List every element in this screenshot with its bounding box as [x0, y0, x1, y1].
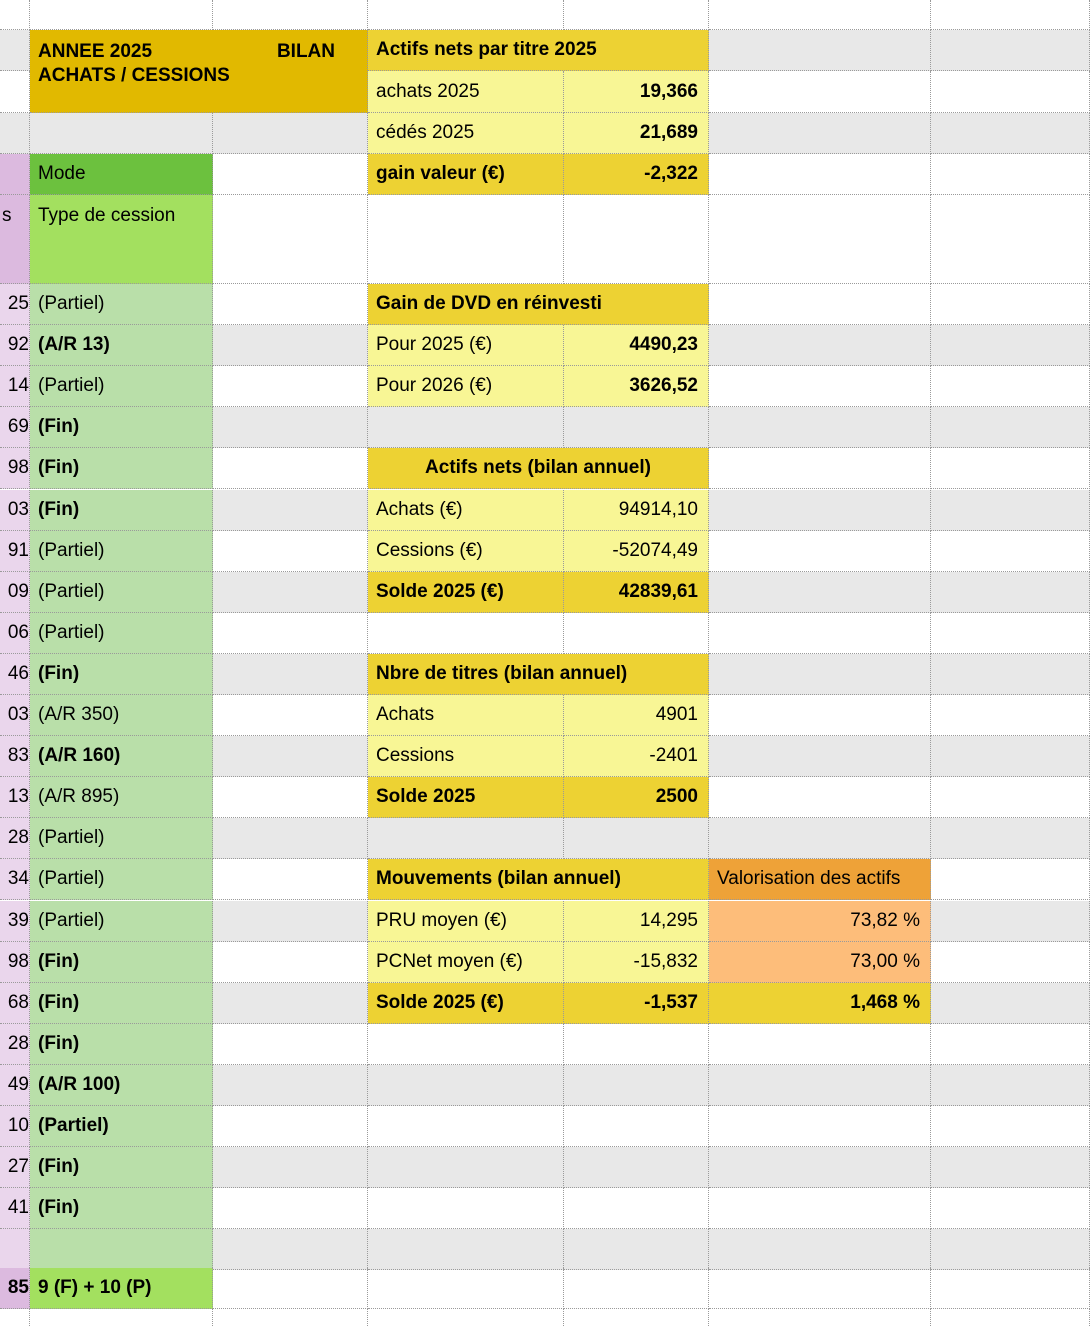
- table-row: [0, 407, 1090, 448]
- cell[interactable]: [931, 695, 1090, 736]
- row-col-a[interactable]: 25: [0, 284, 30, 325]
- achats-titre-value[interactable]: 19,366: [564, 71, 709, 113]
- actifs-cessions-value[interactable]: -52074,49: [564, 531, 709, 572]
- cell[interactable]: [931, 407, 1090, 448]
- row-col-a[interactable]: 27: [0, 1147, 30, 1188]
- gain-valeur-label[interactable]: gain valeur (€): [368, 154, 564, 195]
- year-title-block[interactable]: [30, 30, 368, 113]
- total-mode[interactable]: 9 (F) + 10 (P): [30, 1268, 213, 1309]
- cell[interactable]: [931, 901, 1090, 942]
- table-row: [0, 613, 1090, 654]
- cell[interactable]: [213, 113, 368, 154]
- cell[interactable]: [213, 366, 368, 407]
- cell[interactable]: [213, 0, 368, 30]
- cell[interactable]: [213, 284, 368, 325]
- valorisation-title[interactable]: Valorisation des actifs: [709, 859, 931, 900]
- achats-titre-label[interactable]: achats 2025: [368, 71, 564, 113]
- table-row: [0, 1147, 1090, 1188]
- titres-solde-value[interactable]: 2500: [564, 777, 709, 818]
- mode-header[interactable]: Mode: [30, 154, 213, 195]
- cell[interactable]: [931, 777, 1090, 818]
- table-row: [0, 654, 1090, 695]
- cell[interactable]: [709, 572, 931, 613]
- achats-cessions-title: ACHATS / CESSIONS: [38, 65, 230, 86]
- cell[interactable]: [368, 195, 564, 284]
- cell[interactable]: [931, 736, 1090, 777]
- cell[interactable]: [931, 195, 1090, 284]
- cession-type[interactable]: (Fin): [30, 448, 213, 489]
- cell[interactable]: [564, 1024, 709, 1065]
- row-col-a[interactable]: 06: [0, 613, 30, 654]
- table-row: [0, 448, 1090, 489]
- cell[interactable]: [709, 490, 931, 531]
- cession-type[interactable]: (Partiel): [30, 1106, 213, 1147]
- cession-type[interactable]: (Partiel): [30, 284, 213, 325]
- cell[interactable]: [931, 654, 1090, 695]
- cell[interactable]: [709, 613, 931, 654]
- row-col-a[interactable]: 03: [0, 490, 30, 531]
- cell[interactable]: [931, 71, 1090, 113]
- cell[interactable]: [564, 1106, 709, 1147]
- bilan-title: BILAN: [276, 41, 335, 62]
- cell[interactable]: [213, 572, 368, 613]
- cell[interactable]: [709, 325, 931, 366]
- cell[interactable]: [931, 1229, 1090, 1270]
- cell[interactable]: [564, 195, 709, 284]
- cell[interactable]: [709, 1147, 931, 1188]
- cell[interactable]: [709, 0, 931, 30]
- cell[interactable]: [709, 1268, 931, 1309]
- row-col-a[interactable]: 83: [0, 736, 30, 777]
- cell[interactable]: [931, 1309, 1090, 1326]
- table-row: [0, 695, 1090, 736]
- table-row: [0, 901, 1090, 942]
- dvd-2025-value[interactable]: 4490,23: [564, 325, 709, 366]
- cell[interactable]: [213, 531, 368, 572]
- cell[interactable]: [931, 448, 1090, 489]
- row-col-a[interactable]: 46: [0, 654, 30, 695]
- table-row: [0, 572, 1090, 613]
- cell[interactable]: [213, 325, 368, 366]
- row-col-a[interactable]: 41: [0, 1188, 30, 1229]
- cell[interactable]: [564, 407, 709, 448]
- cell[interactable]: [931, 572, 1090, 613]
- cell[interactable]: [368, 1147, 564, 1188]
- cession-type[interactable]: (Fin): [30, 1147, 213, 1188]
- cession-type[interactable]: (Partiel): [30, 366, 213, 407]
- cell[interactable]: [709, 366, 931, 407]
- cell[interactable]: [709, 113, 931, 154]
- cession-type[interactable]: (A/R 13): [30, 325, 213, 366]
- row-col-a[interactable]: 28: [0, 818, 30, 859]
- actifs-achats-value[interactable]: 94914,10: [564, 490, 709, 531]
- cell[interactable]: [709, 654, 931, 695]
- titres-cessions-value[interactable]: -2401: [564, 736, 709, 777]
- cell[interactable]: [213, 859, 368, 900]
- cell[interactable]: [213, 195, 368, 284]
- cell[interactable]: [709, 1188, 931, 1229]
- cedes-titre-value[interactable]: 21,689: [564, 113, 709, 154]
- row-col-a[interactable]: 98: [0, 448, 30, 489]
- cell[interactable]: [931, 0, 1090, 30]
- cell[interactable]: [213, 777, 368, 818]
- cell[interactable]: [564, 818, 709, 859]
- cession-type[interactable]: (Partiel): [30, 531, 213, 572]
- cell[interactable]: [709, 1106, 931, 1147]
- pcnet-value[interactable]: -15,832: [564, 942, 709, 983]
- cell[interactable]: [564, 613, 709, 654]
- cell[interactable]: [368, 1229, 564, 1270]
- cell[interactable]: [564, 1065, 709, 1106]
- titres-cessions-label[interactable]: Cessions: [368, 736, 564, 777]
- cell[interactable]: [931, 284, 1090, 325]
- table-row: [0, 1065, 1090, 1106]
- cell[interactable]: [709, 71, 931, 113]
- actifs-achats-label[interactable]: Achats (€): [368, 490, 564, 531]
- cell[interactable]: [213, 1106, 368, 1147]
- cell[interactable]: [0, 71, 30, 113]
- cell[interactable]: [30, 1309, 213, 1326]
- cell[interactable]: [213, 818, 368, 859]
- cell[interactable]: [213, 1188, 368, 1229]
- cell[interactable]: [564, 1188, 709, 1229]
- dvd-2025-label[interactable]: Pour 2025 (€): [368, 325, 564, 366]
- cell[interactable]: [213, 1229, 368, 1270]
- cession-type[interactable]: (Fin): [30, 654, 213, 695]
- cell[interactable]: [213, 1268, 368, 1309]
- cell[interactable]: [0, 30, 30, 71]
- cell[interactable]: [213, 154, 368, 195]
- cell[interactable]: [368, 1065, 564, 1106]
- row-col-a[interactable]: 68: [0, 983, 30, 1024]
- cell[interactable]: [931, 531, 1090, 572]
- row-col-a[interactable]: 09: [0, 572, 30, 613]
- cession-type[interactable]: (Partiel): [30, 613, 213, 654]
- cell[interactable]: [931, 818, 1090, 859]
- row-col-a[interactable]: 49: [0, 1065, 30, 1106]
- table-row: [0, 942, 1090, 983]
- cell[interactable]: [931, 613, 1090, 654]
- pcnet-label[interactable]: PCNet moyen (€): [368, 942, 564, 983]
- cell[interactable]: [213, 736, 368, 777]
- cell[interactable]: [368, 1268, 564, 1309]
- cell[interactable]: [709, 154, 931, 195]
- cell[interactable]: [709, 195, 931, 284]
- cell[interactable]: [709, 736, 931, 777]
- cell[interactable]: [368, 1106, 564, 1147]
- cell[interactable]: [368, 1024, 564, 1065]
- cell[interactable]: [709, 407, 931, 448]
- row-col-a[interactable]: 13: [0, 777, 30, 818]
- cell[interactable]: [30, 113, 213, 154]
- cession-type[interactable]: (Fin): [30, 983, 213, 1024]
- cell[interactable]: [931, 154, 1090, 195]
- table-row: [0, 366, 1090, 407]
- cell[interactable]: [368, 1309, 564, 1326]
- row-col-a[interactable]: 98: [0, 942, 30, 983]
- cell[interactable]: [931, 113, 1090, 154]
- cell[interactable]: [931, 1188, 1090, 1229]
- cell[interactable]: [213, 695, 368, 736]
- cell[interactable]: [213, 1024, 368, 1065]
- cell[interactable]: [931, 325, 1090, 366]
- cell[interactable]: [213, 942, 368, 983]
- cell[interactable]: [368, 613, 564, 654]
- cell[interactable]: [213, 1065, 368, 1106]
- cell[interactable]: [213, 901, 368, 942]
- pru-percent[interactable]: 73,82 %: [709, 901, 931, 942]
- cell[interactable]: [931, 942, 1090, 983]
- table-row: [0, 531, 1090, 572]
- cell[interactable]: [931, 1147, 1090, 1188]
- cession-type[interactable]: (Fin): [30, 407, 213, 448]
- table-row: [0, 983, 1090, 1024]
- cell[interactable]: [931, 983, 1090, 1024]
- cell[interactable]: [213, 407, 368, 448]
- mouvements-solde-label[interactable]: Solde 2025 (€): [368, 983, 564, 1024]
- table-row: [0, 736, 1090, 777]
- cell[interactable]: [564, 0, 709, 30]
- sheet-row: [0, 154, 1090, 195]
- cell[interactable]: [368, 0, 564, 30]
- cell[interactable]: [368, 1188, 564, 1229]
- cell[interactable]: [213, 654, 368, 695]
- cession-type[interactable]: (A/R 160): [30, 736, 213, 777]
- cell[interactable]: [213, 1147, 368, 1188]
- table-row: [0, 777, 1090, 818]
- row-col-a[interactable]: 92: [0, 325, 30, 366]
- cell[interactable]: [564, 1229, 709, 1270]
- dvd-2026-value[interactable]: 3626,52: [564, 366, 709, 407]
- dvd-2026-label[interactable]: Pour 2026 (€): [368, 366, 564, 407]
- sheet-row: [0, 195, 1090, 284]
- cell[interactable]: [709, 448, 931, 489]
- actifs-solde-label[interactable]: Solde 2025 (€): [368, 572, 564, 613]
- cell[interactable]: [564, 1147, 709, 1188]
- table-row: [0, 284, 1090, 325]
- row-col-a[interactable]: 10: [0, 1106, 30, 1147]
- cession-type[interactable]: (Partiel): [30, 572, 213, 613]
- row-col-a[interactable]: 28: [0, 1024, 30, 1065]
- row-col-a[interactable]: 14: [0, 366, 30, 407]
- cell[interactable]: [709, 1309, 931, 1326]
- table-row: [0, 1106, 1090, 1147]
- cell[interactable]: [931, 1268, 1090, 1309]
- table-row: [0, 1024, 1090, 1065]
- cell[interactable]: [564, 1309, 709, 1326]
- sheet-row: [0, 113, 1090, 154]
- cedes-titre-label[interactable]: cédés 2025: [368, 113, 564, 154]
- cell[interactable]: [931, 30, 1090, 71]
- cell[interactable]: [709, 1229, 931, 1270]
- row-col-a[interactable]: 39: [0, 901, 30, 942]
- total-row: [0, 1268, 1090, 1309]
- cell[interactable]: [213, 490, 368, 531]
- cession-type[interactable]: (Fin): [30, 1188, 213, 1229]
- cell[interactable]: [931, 1106, 1090, 1147]
- cell[interactable]: [368, 407, 564, 448]
- cell[interactable]: [213, 613, 368, 654]
- cession-type[interactable]: (A/R 350): [30, 695, 213, 736]
- cession-type[interactable]: (Partiel): [30, 901, 213, 942]
- gain-valeur-value[interactable]: -2,322: [564, 154, 709, 195]
- titres-achats-value[interactable]: 4901: [564, 695, 709, 736]
- table-row: [0, 1188, 1090, 1229]
- cession-type[interactable]: (A/R 895): [30, 777, 213, 818]
- cell[interactable]: [0, 154, 30, 195]
- cell[interactable]: [709, 777, 931, 818]
- pcnet-percent[interactable]: 73,00 %: [709, 942, 931, 983]
- row-col-a[interactable]: 03: [0, 695, 30, 736]
- cession-type[interactable]: (Fin): [30, 1024, 213, 1065]
- cell[interactable]: [709, 284, 931, 325]
- cell[interactable]: s: [0, 195, 30, 284]
- pru-value[interactable]: 14,295: [564, 901, 709, 942]
- row-col-a[interactable]: 69: [0, 407, 30, 448]
- table-row: [0, 1229, 1090, 1270]
- sheet-row: [0, 1309, 1090, 1326]
- cell[interactable]: [564, 1268, 709, 1309]
- cell[interactable]: [213, 448, 368, 489]
- cell[interactable]: [931, 859, 1090, 900]
- cession-type[interactable]: (Fin): [30, 942, 213, 983]
- cession-type[interactable]: (Fin): [30, 490, 213, 531]
- cell[interactable]: [0, 0, 30, 30]
- actifs-solde-value[interactable]: 42839,61: [564, 572, 709, 613]
- pru-label[interactable]: PRU moyen (€): [368, 901, 564, 942]
- cell[interactable]: [709, 1065, 931, 1106]
- sheet-row: [0, 0, 1090, 30]
- mouvements-title[interactable]: Mouvements (bilan annuel): [368, 859, 709, 900]
- cell[interactable]: [0, 1309, 30, 1326]
- cession-type[interactable]: [30, 1229, 213, 1270]
- mouvements-solde-percent[interactable]: 1,468 %: [709, 983, 931, 1024]
- table-row: [0, 325, 1090, 366]
- cell[interactable]: [709, 695, 931, 736]
- total-col-a[interactable]: 85: [0, 1268, 30, 1309]
- cell[interactable]: [931, 1065, 1090, 1106]
- cell[interactable]: [213, 983, 368, 1024]
- table-row: [0, 818, 1090, 859]
- cell[interactable]: [709, 531, 931, 572]
- row-col-a[interactable]: 34: [0, 859, 30, 900]
- year-title: ANNEE 2025: [38, 41, 153, 62]
- cell[interactable]: [368, 818, 564, 859]
- cell[interactable]: [30, 0, 213, 30]
- cell[interactable]: [0, 113, 30, 154]
- row-col-a[interactable]: 91: [0, 531, 30, 572]
- cell[interactable]: [931, 490, 1090, 531]
- cell[interactable]: [709, 818, 931, 859]
- cell[interactable]: [931, 1024, 1090, 1065]
- table-row: [0, 859, 1090, 900]
- cession-type[interactable]: (Partiel): [30, 859, 213, 900]
- row-col-a[interactable]: [0, 1229, 30, 1270]
- cession-type[interactable]: (A/R 100): [30, 1065, 213, 1106]
- titres-title[interactable]: Nbre de titres (bilan annuel): [368, 654, 709, 695]
- actifs-titre-title[interactable]: Actifs nets par titre 2025: [368, 30, 709, 71]
- cell[interactable]: [931, 366, 1090, 407]
- titres-solde-label[interactable]: Solde 2025: [368, 777, 564, 818]
- dvd-title[interactable]: Gain de DVD en réinvesti: [368, 284, 709, 325]
- cell[interactable]: [709, 30, 931, 71]
- actifs-annuel-title[interactable]: Actifs nets (bilan annuel): [368, 448, 709, 489]
- mouvements-solde-value[interactable]: -1,537: [564, 983, 709, 1024]
- type-cession-header[interactable]: Type de cession: [30, 195, 213, 284]
- actifs-cessions-label[interactable]: Cessions (€): [368, 531, 564, 572]
- titres-achats-label[interactable]: Achats: [368, 695, 564, 736]
- cell[interactable]: [709, 1024, 931, 1065]
- cell[interactable]: [213, 1309, 368, 1326]
- table-row: [0, 490, 1090, 531]
- cession-type[interactable]: (Partiel): [30, 818, 213, 859]
